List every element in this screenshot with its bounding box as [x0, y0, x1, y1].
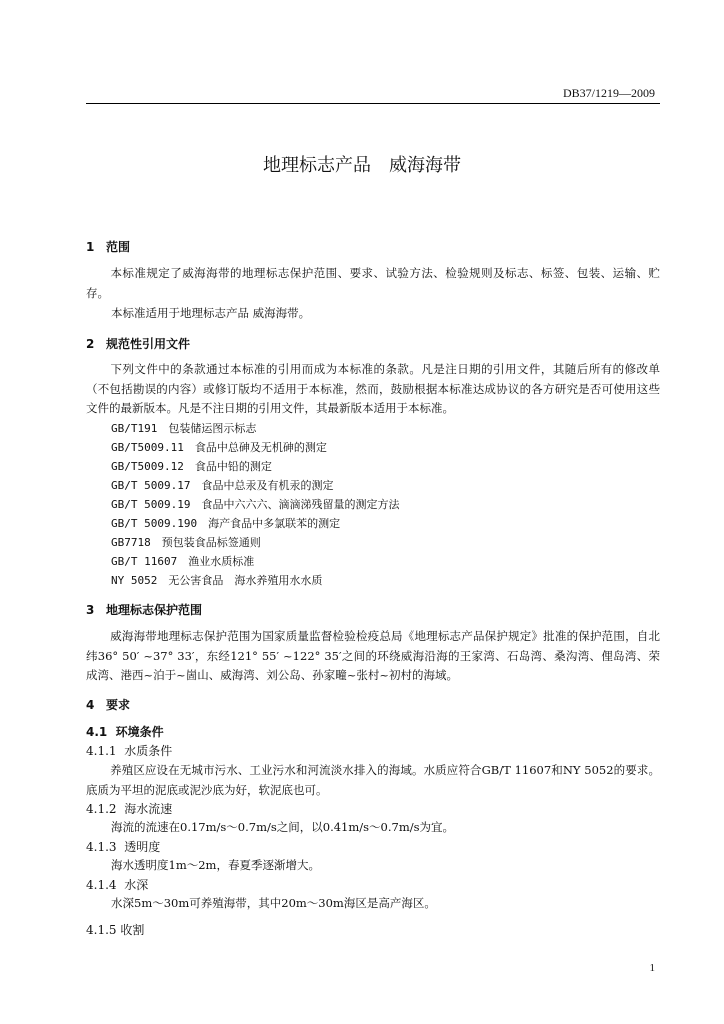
clause-title: 收割	[120, 923, 145, 937]
subsection-number: 4.1	[86, 725, 108, 739]
title-part-1: 地理标志产品	[263, 155, 371, 176]
reference-item: GB/T191 包装储运图示标志	[111, 422, 257, 435]
reference-item: GB/T5009.11 食品中总砷及无机砷的测定	[111, 441, 327, 454]
section-1-heading	[86, 238, 130, 255]
clause-title: 海水流速	[124, 802, 173, 816]
clause-4-1-2-text: 海流的流速在0.17m/s～0.7m/s之间，以0.41m/s～0.7m/s为宜。	[111, 820, 455, 834]
section-number: 4	[86, 698, 95, 712]
header-rule	[86, 103, 660, 104]
paragraph-text: 下列文件中的条款通过本标准的引用而成为本标准的条款。凡是注日期的引用文件，其随后所有的修改单（不包括勘误的内容）或修订版均不适用于本标准，然而，鼓励根据本标准达成协议的各方研究是否可使用这些文件的最新版本。凡是不注日期的引用文件，其最新版本适用于本标准。	[86, 362, 660, 415]
subsection-4-1-heading	[86, 723, 164, 740]
section-title: 规范性引用文件	[106, 337, 191, 351]
section-number: 2	[86, 337, 95, 351]
clause-4-1-4-heading	[86, 876, 148, 893]
clause-4-1-2-heading	[86, 800, 172, 817]
clause-4-1-3-text: 海水透明度1m～2m，春夏季逐渐增大。	[111, 858, 320, 872]
section-title: 地理标志保护范围	[106, 603, 203, 617]
clause-number: 4.1.5	[86, 923, 117, 937]
clause-number: 4.1.4	[86, 878, 117, 892]
clause-title: 透明度	[124, 840, 161, 854]
subsection-title: 环境条件	[115, 725, 164, 739]
section-3-paragraph	[86, 627, 660, 686]
section-2-heading	[86, 335, 190, 352]
clause-title: 水深	[124, 878, 149, 892]
clause-4-1-5-heading	[86, 921, 144, 938]
section-1-paragraph-1	[86, 264, 660, 303]
section-2-intro	[86, 360, 660, 419]
reference-item: GB/T 5009.19 食品中六六六、滴滴涕残留量的测定方法	[111, 498, 400, 511]
clause-title: 水质条件	[124, 744, 173, 758]
section-title: 范围	[106, 240, 131, 254]
section-3-heading	[86, 601, 202, 618]
clause-number: 4.1.2	[86, 802, 117, 816]
page-number: 1	[649, 962, 655, 974]
section-1-paragraph-2: 本标准适用于地理标志产品 威海海带。	[111, 306, 311, 320]
clause-4-1-1-heading	[86, 742, 172, 759]
paragraph-text: 养殖区应设在无城市污水、工业污水和河流淡水排入的海域。水质应符合GB/T 11607和NY 5052的要求。底质为平坦的泥底或泥沙底为好，软泥底也可。	[86, 763, 660, 797]
clause-4-1-4-text: 水深5m～30m可养殖海带，其中20m～30m海区是高产海区。	[111, 896, 436, 910]
reference-item: GB7718 预包装食品标签通则	[111, 536, 261, 549]
reference-item: GB/T 11607 渔业水质标准	[111, 555, 255, 568]
section-number: 1	[86, 240, 95, 254]
clause-number: 4.1.1	[86, 744, 117, 758]
document-id: DB37/1219—2009	[562, 86, 655, 100]
reference-item: NY 5052 无公害食品 海水养殖用水水质	[111, 574, 323, 587]
section-title: 要求	[106, 698, 131, 712]
reference-item: GB/T5009.12 食品中铅的测定	[111, 460, 272, 473]
clause-4-1-1-paragraph	[86, 761, 660, 800]
clause-4-1-3-heading	[86, 838, 160, 855]
clause-number: 4.1.3	[86, 840, 117, 854]
title-part-2: 威海海带	[389, 155, 461, 176]
page-title	[0, 151, 724, 177]
reference-item: GB/T 5009.190 海产食品中多氯联苯的测定	[111, 517, 341, 530]
section-4-heading	[86, 696, 130, 713]
paragraph-text: 本标准规定了威海海带的地理标志保护范围、要求、试验方法、检验规则及标志、标签、包装、运输、贮存。	[86, 266, 660, 300]
paragraph-text: 威海海带地理标志保护范围为国家质量监督检验检疫总局《地理标志产品保护规定》批准的保护范围，自北纬36° 50′ ~37° 33′，东经121° 55′ ~122° 35′之间的环绕威海沿海的王家湾、石岛湾、桑沟湾、俚岛湾、荣成湾、港西~泊于~崮山、威海湾、刘公岛、孙家疃~张村~初村的海域。	[86, 629, 660, 682]
section-number: 3	[86, 603, 95, 617]
reference-item: GB/T 5009.17 食品中总汞及有机汞的测定	[111, 479, 334, 492]
